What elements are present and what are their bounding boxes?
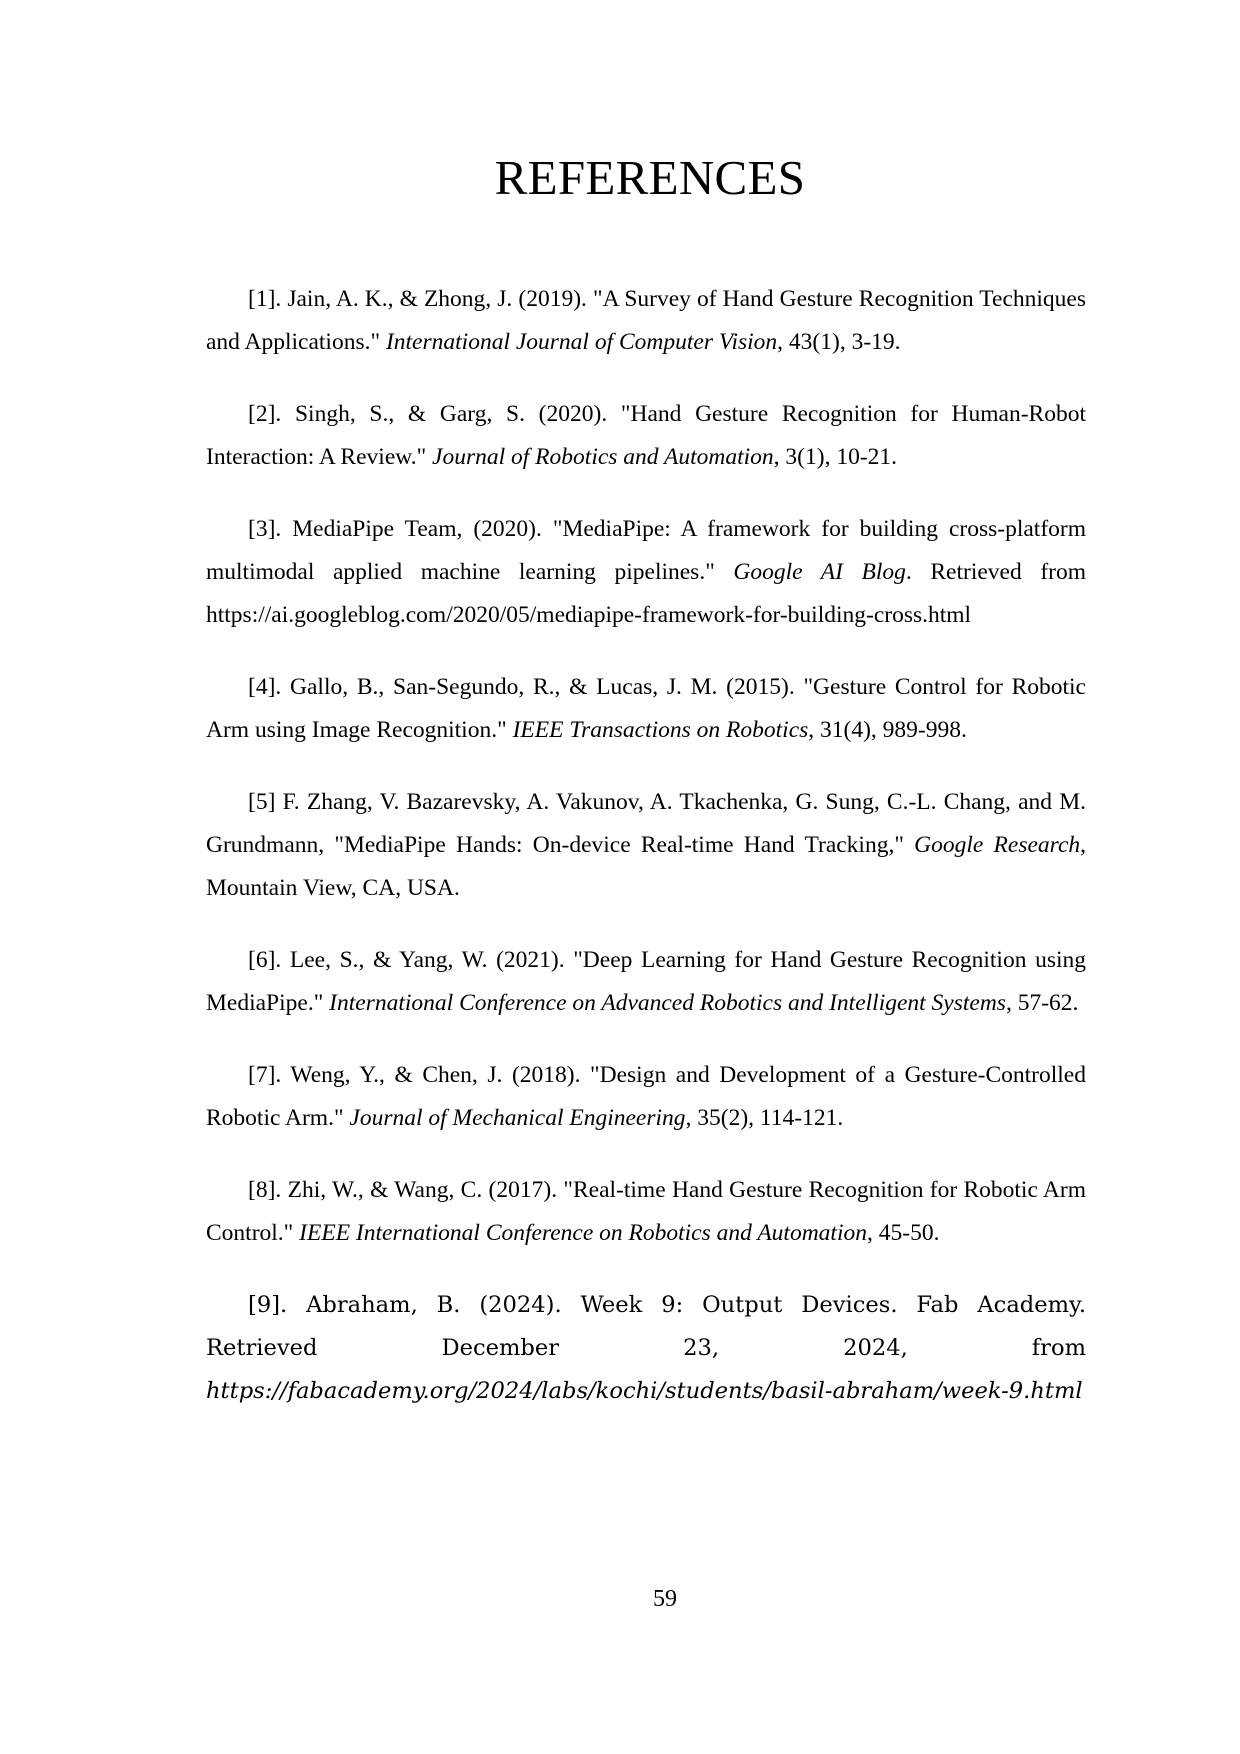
reference-details: , 45-50. [867,1220,940,1246]
reference-text: [4]. Gallo, B., San-Segundo, R., & Lucas, J. M. (2015). "Gesture Control for Robotic Arm using Image Recognition." [206,674,1086,743]
reference-text: [3]. MediaPipe Team, (2020). "MediaPipe: A framework for building cross-platform multimodal applied machine learning pipelines." [206,516,1086,585]
reference-item-3 [206,508,1086,637]
reference-item-4 [206,666,1086,752]
reference-text: [5] F. Zhang, V. Bazarevsky, A. Vakunov, A. Tkachenka, G. Sung, C.-L. Chang, and M. Grundmann, "MediaPipe Hands: On-device Real-time Hand Tracking," [206,789,1086,858]
reference-text: [8]. Zhi, W., & Wang, C. (2017). "Real-time Hand Gesture Recognition for Robotic Arm Control." [206,1177,1086,1246]
reference-details: . Retrieved from https://ai.googleblog.com/2020/05/mediapipe-framework-for-building-cross.html [206,559,1086,628]
page-number: 59 [653,1586,677,1612]
reference-item-8 [206,1169,1086,1255]
reference-journal: International Journal of Computer Vision [385,329,778,355]
reference-details: , 35(2), 114-121. [685,1105,844,1131]
reference-journal: Google AI Blog [733,559,906,585]
reference-item-9 [206,1284,1086,1413]
reference-details: , 57-62. [1005,990,1079,1016]
reference-details: , 43(1), 3-19. [777,329,901,355]
reference-list [206,278,1086,1442]
reference-journal: IEEE Transactions on Robotics [512,717,809,743]
reference-text: [6]. Lee, S., & Yang, W. (2021). "Deep Learning for Hand Gesture Recognition using MediaPipe." [206,947,1086,1016]
reference-item-5 [206,781,1086,910]
reference-journal: Journal of Robotics and Automation [432,444,774,470]
reference-details: , Mountain View, CA, USA. [206,832,1087,901]
reference-details: , 31(4), 989-998. [808,717,967,743]
reference-text: [2]. Singh, S., & Garg, S. (2020). "Hand Gesture Recognition for Human-Robot Interaction: A Review." [206,401,1086,470]
reference-item-7 [206,1054,1086,1140]
reference-item-2 [206,393,1086,479]
reference-text: [7]. Weng, Y., & Chen, J. (2018). "Design and Development of a Gesture-Controlled Robotic Arm." [206,1062,1086,1131]
reference-text: [1]. Jain, A. K., & Zhong, J. (2019). "A Survey of Hand Gesture Recognition Techniques and Applications." [206,286,1086,355]
reference-item-6 [206,939,1086,1025]
reference-url-link[interactable]: https://fabacademy.org/2024/labs/kochi/students/basil-abraham/week-9.html [206,1378,1083,1404]
reference-journal: Journal of Mechanical Engineering [349,1105,686,1131]
reference-text: [9]. Abraham, B. (2024). Week 9: Output Devices. Fab Academy. Retrieved December 23, 2024, from [206,1292,1086,1361]
reference-details: , 3(1), 10-21. [773,444,898,470]
reference-journal: Google Research [914,832,1081,858]
page-title: REFERENCES [494,150,806,205]
reference-journal: International Conference on Advanced Robotics and Intelligent Systems [329,990,1006,1016]
reference-journal: IEEE International Conference on Robotics and Automation [299,1220,867,1246]
reference-item-1 [206,278,1086,364]
